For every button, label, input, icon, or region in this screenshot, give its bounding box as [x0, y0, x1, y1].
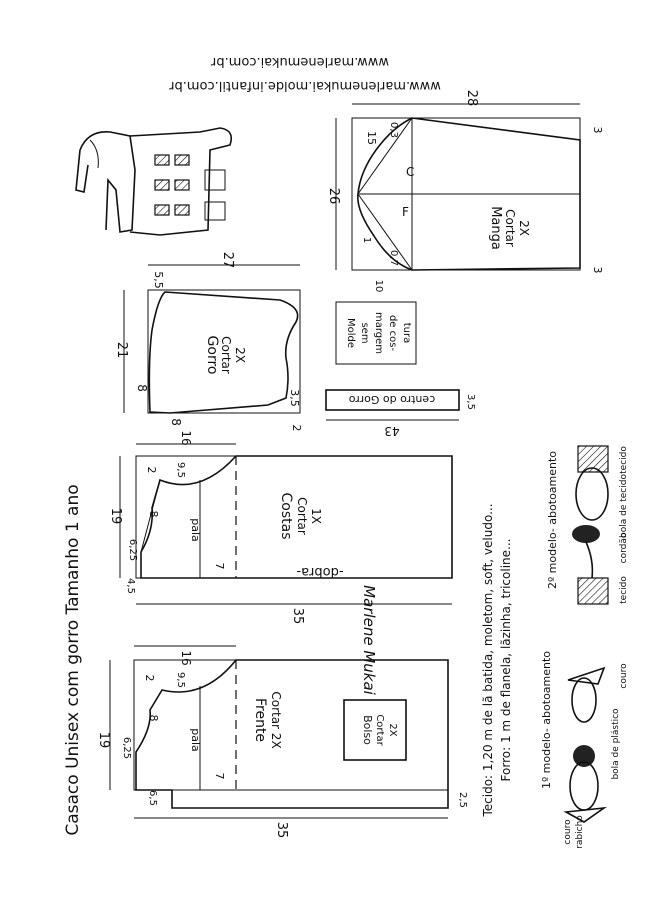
- hood-dim-top: 5,5: [152, 271, 165, 289]
- sleeve-dim-height: 26: [326, 187, 341, 205]
- hood-strip-length: 43: [384, 424, 400, 438]
- sleeve-label-3: 2X: [517, 220, 531, 236]
- page-title: Casaco Unisex com gorro Tamanho 1 ano: [63, 484, 83, 836]
- closure-2-cordao: cordão: [619, 532, 629, 564]
- sleeve-mark-f: F: [402, 205, 409, 219]
- sleeve-dim-03: 0,3: [388, 122, 399, 138]
- sleeve-dim-15: 15: [365, 131, 378, 145]
- hood-strip-label: centro do Gorro: [348, 393, 436, 406]
- hood-label-1: Gorro: [204, 335, 220, 375]
- front-dim-7: 7: [213, 772, 226, 780]
- pocket-label-2: Cortar: [374, 714, 385, 746]
- back-dim-45: 4,5: [125, 578, 136, 594]
- sleeve-label-1: Manga: [488, 206, 503, 250]
- front-dim-95: 9,5: [175, 672, 186, 688]
- sleeve-dim-07: 0,7: [388, 250, 399, 266]
- sleeve-dim-1: 1: [361, 236, 372, 244]
- sleeve-piece: [326, 90, 604, 293]
- front-dim-8: 8: [147, 714, 160, 722]
- note-line-1: Molde: [345, 317, 356, 349]
- back-dim-19: 19: [108, 507, 123, 525]
- front-dim-65: 6,5: [147, 790, 158, 806]
- sleeve-dim-10: 10: [373, 279, 384, 293]
- hood-dim-height: 21: [114, 341, 129, 359]
- sleeve-label-2: Cortar: [503, 209, 517, 247]
- closure-1-illustration: [540, 651, 629, 849]
- closure-2-illustration: [546, 446, 629, 604]
- coat-sketch: [76, 128, 231, 235]
- hood-label-3: 2X: [233, 347, 247, 363]
- closure-1-bola: bola de plástico: [611, 708, 621, 780]
- back-dim-35: 35: [290, 607, 305, 625]
- back-dim-7: 7: [213, 562, 226, 570]
- hood-dim-width: 27: [220, 251, 235, 269]
- hood-piece: [114, 252, 303, 432]
- back-label-2: Cortar: [295, 497, 309, 535]
- seam-note: [336, 302, 416, 364]
- back-label-1: Costas: [278, 492, 294, 540]
- front-pala: pala: [189, 728, 202, 752]
- front-dim-625: 6,25: [121, 736, 132, 760]
- front-label-1: Frente: [252, 697, 268, 743]
- closure-1-rabicho: rabicho: [575, 815, 585, 849]
- back-dim-16: 16: [179, 430, 193, 446]
- back-piece: [108, 430, 452, 624]
- sleeve-dim-width: 28: [464, 89, 479, 107]
- back-dim-2: 2: [145, 466, 158, 474]
- fabric-line-2: Forro: 1 m de flanela, lãzinha, tricoline...: [499, 538, 513, 782]
- signature: Marlene Mukai: [360, 585, 378, 695]
- note-line-4: de cos-: [387, 314, 398, 352]
- note-line-3: margem: [373, 311, 384, 355]
- front-dim-16: 16: [179, 650, 193, 666]
- hood-strip: [326, 390, 476, 438]
- front-dim-19: 19: [96, 731, 111, 749]
- front-label-2: Cortar 2X: [269, 691, 283, 749]
- hood-dim-2: 2: [290, 424, 303, 432]
- back-dim-95: 9,5: [175, 462, 186, 478]
- front-dim-25: 2,5: [457, 792, 468, 808]
- closure-1-couro: couro: [619, 663, 629, 689]
- closure-1-title: 1º modelo- abotoamento: [540, 650, 553, 790]
- front-dim-2: 2: [143, 674, 156, 682]
- pocket-label-3: 2X: [387, 723, 398, 737]
- back-dim-625: 6,25: [127, 538, 138, 562]
- hood-strip-width: 3,5: [465, 394, 476, 410]
- back-pala: pala: [189, 518, 202, 542]
- note-line-5: tura: [401, 322, 412, 344]
- front-piece: [96, 646, 468, 838]
- back-label-3: 1X: [309, 508, 323, 524]
- closure-2-tecido: tecido: [619, 446, 629, 474]
- fabric-line-1: Tecido: 1,20 m de lã batida, moletom, soft, veludo...: [481, 503, 495, 817]
- closure-2-bola: bola de tecido: [619, 474, 629, 538]
- hood-dim-35: 3,5: [288, 389, 301, 407]
- hood-label-2: Cortar: [219, 336, 233, 374]
- back-dim-8: 8: [147, 510, 160, 518]
- back-fold: -dobra-: [296, 564, 344, 579]
- closure-1-couro-2: couro: [563, 819, 573, 845]
- site-url-2: www.marlenemukai.molde.infantil.com.br: [169, 78, 441, 93]
- sleeve-dim-3b: 3: [591, 266, 604, 274]
- closure-2-title: 2º modelo- abotoamento: [546, 450, 559, 590]
- pocket-label-1: Bolso: [361, 715, 374, 745]
- hood-dim-8a: 8: [135, 384, 149, 392]
- site-url-1: www.marlenemukai.com.br: [210, 54, 390, 69]
- closure-2-tecido-2: tecido: [619, 576, 629, 604]
- front-dim-35: 35: [274, 821, 289, 839]
- sleeve-mark-c: C: [406, 165, 415, 179]
- hood-dim-8b: 8: [169, 418, 183, 426]
- note-line-2: sem: [359, 322, 370, 344]
- sleeve-dim-3a: 3: [591, 126, 604, 134]
